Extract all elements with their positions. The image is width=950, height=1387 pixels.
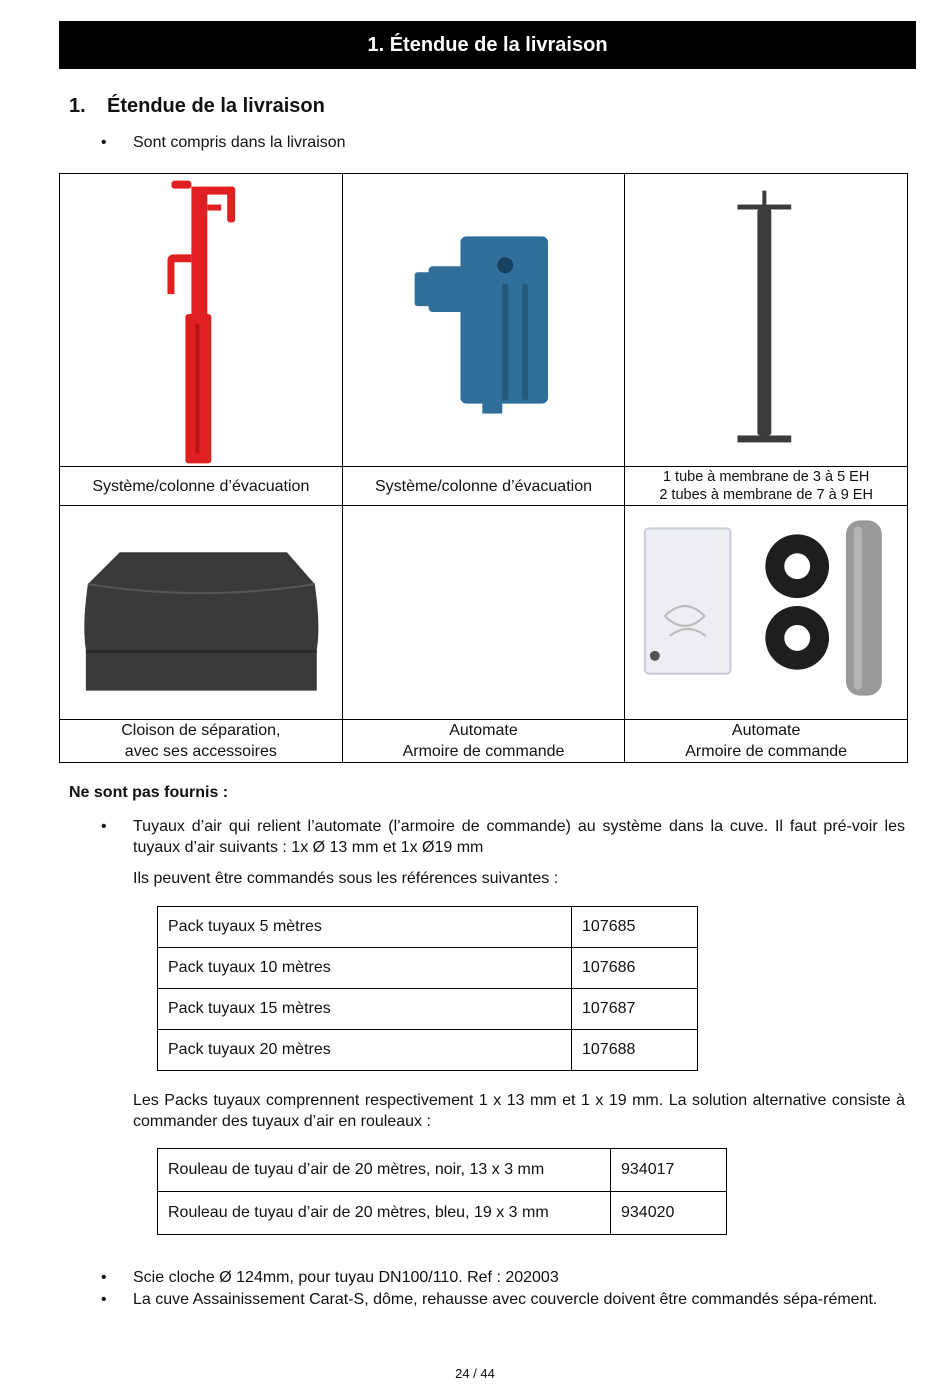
saw-text: Scie cloche Ø 124mm, pour tuyau DN100/110. Ref : 202003 [133,1269,559,1286]
caption-line: Automate [731,722,801,739]
tank-bullet [101,1289,905,1310]
section-banner [59,21,916,69]
tank-text: La cuve Assainissement Carat-S, dôme, rehausse avec couvercle doivent être commandés sépa-rément. [133,1291,878,1308]
pack-ref: 107685 [572,907,698,948]
roll-ref: 934017 [611,1149,727,1192]
bullet-dot: • [101,1291,107,1308]
table-row [158,989,698,1030]
evacuation-blue-cell [342,174,625,467]
caption-line: Système/colonne d’évacuation [92,477,310,495]
caption-cell [342,467,625,506]
automate-empty-cell [342,506,625,720]
evacuation-column-blue-image [343,174,625,466]
pack-label: Pack tuyaux 10 mètres [158,948,572,989]
pack-ref: 107686 [572,948,698,989]
pack-label: Pack tuyaux 5 mètres [158,907,572,948]
caption-cell [60,720,343,763]
caption-line: 1 tube à membrane de 3 à 5 EH [662,469,870,485]
intro-bullet-text: Sont compris dans la livraison [133,134,346,151]
page-number: 24 / 44 [455,1366,495,1381]
table-row [158,1030,698,1071]
caption-line: Automate [449,722,518,739]
heading-text: Étendue de la livraison [107,95,325,117]
evacuation-column-red-image [60,174,342,466]
saw-bullet [101,1267,905,1288]
table-row [158,1192,727,1235]
intro-bullet [101,132,346,153]
partition-image [60,506,342,719]
hose-rolls-table [157,1148,727,1235]
evacuation-red-cell [60,174,343,467]
heading-number: 1. [69,95,86,117]
air-hoses-bullet [101,816,905,858]
table-row [158,1149,727,1192]
bullet-dot: • [101,1269,107,1286]
caption-line: Armoire de commande [685,743,848,760]
roll-label: Rouleau de tuyau d’air de 20 mètres, bleu, 19 x 3 mm [158,1192,611,1235]
bullet-dot: • [101,818,107,835]
banner-title: 1. Étendue de la livraison [367,33,608,56]
packs-note: Les Packs tuyaux comprennent respectivement 1 x 13 mm et 1 x 19 mm. La solution alternative consiste à commander des tuyaux d’air en rouleaux : [133,1092,905,1130]
caption-line: 2 tubes à membrane de 7 à 9 EH [659,487,873,503]
pack-label: Pack tuyaux 20 mètres [158,1030,572,1071]
order-refs-intro: Ils peuvent être commandés sous les références suivantes : [133,870,559,887]
components-grid [59,173,908,763]
caption-cell [625,467,908,506]
section-heading [69,95,325,118]
air-hoses-text: Tuyaux d’air qui relient l’automate (l’armoire de commande) au système dans la cuve. Il faut pré-voir les tuyaux d’air suivants : 1x Ø 13 mm et 1x Ø19 mm [133,818,905,856]
partition-cell [60,506,343,720]
caption-line: Système/colonne d’évacuation [374,477,592,495]
table-row [158,948,698,989]
caption-cell [625,720,908,763]
accessories-image [625,506,907,719]
caption-cell [60,467,343,506]
bullet-dot: • [101,134,107,151]
hose-packs-table [157,906,698,1071]
pack-ref: 107688 [572,1030,698,1071]
pack-ref: 107687 [572,989,698,1030]
caption-line: avec ses accessoires [124,743,277,760]
not-supplied-heading: Ne sont pas fournis : [69,784,229,801]
roll-ref: 934020 [611,1192,727,1235]
caption-cell [342,720,625,763]
table-row [158,907,698,948]
caption-line: Armoire de commande [402,743,565,760]
membrane-tube-image [625,174,907,466]
accessories-cell [625,506,908,720]
membrane-tube-cell [625,174,908,467]
caption-line: Cloison de séparation, [121,722,281,739]
pack-label: Pack tuyaux 15 mètres [158,989,572,1030]
roll-label: Rouleau de tuyau d’air de 20 mètres, noir, 13 x 3 mm [158,1149,611,1192]
